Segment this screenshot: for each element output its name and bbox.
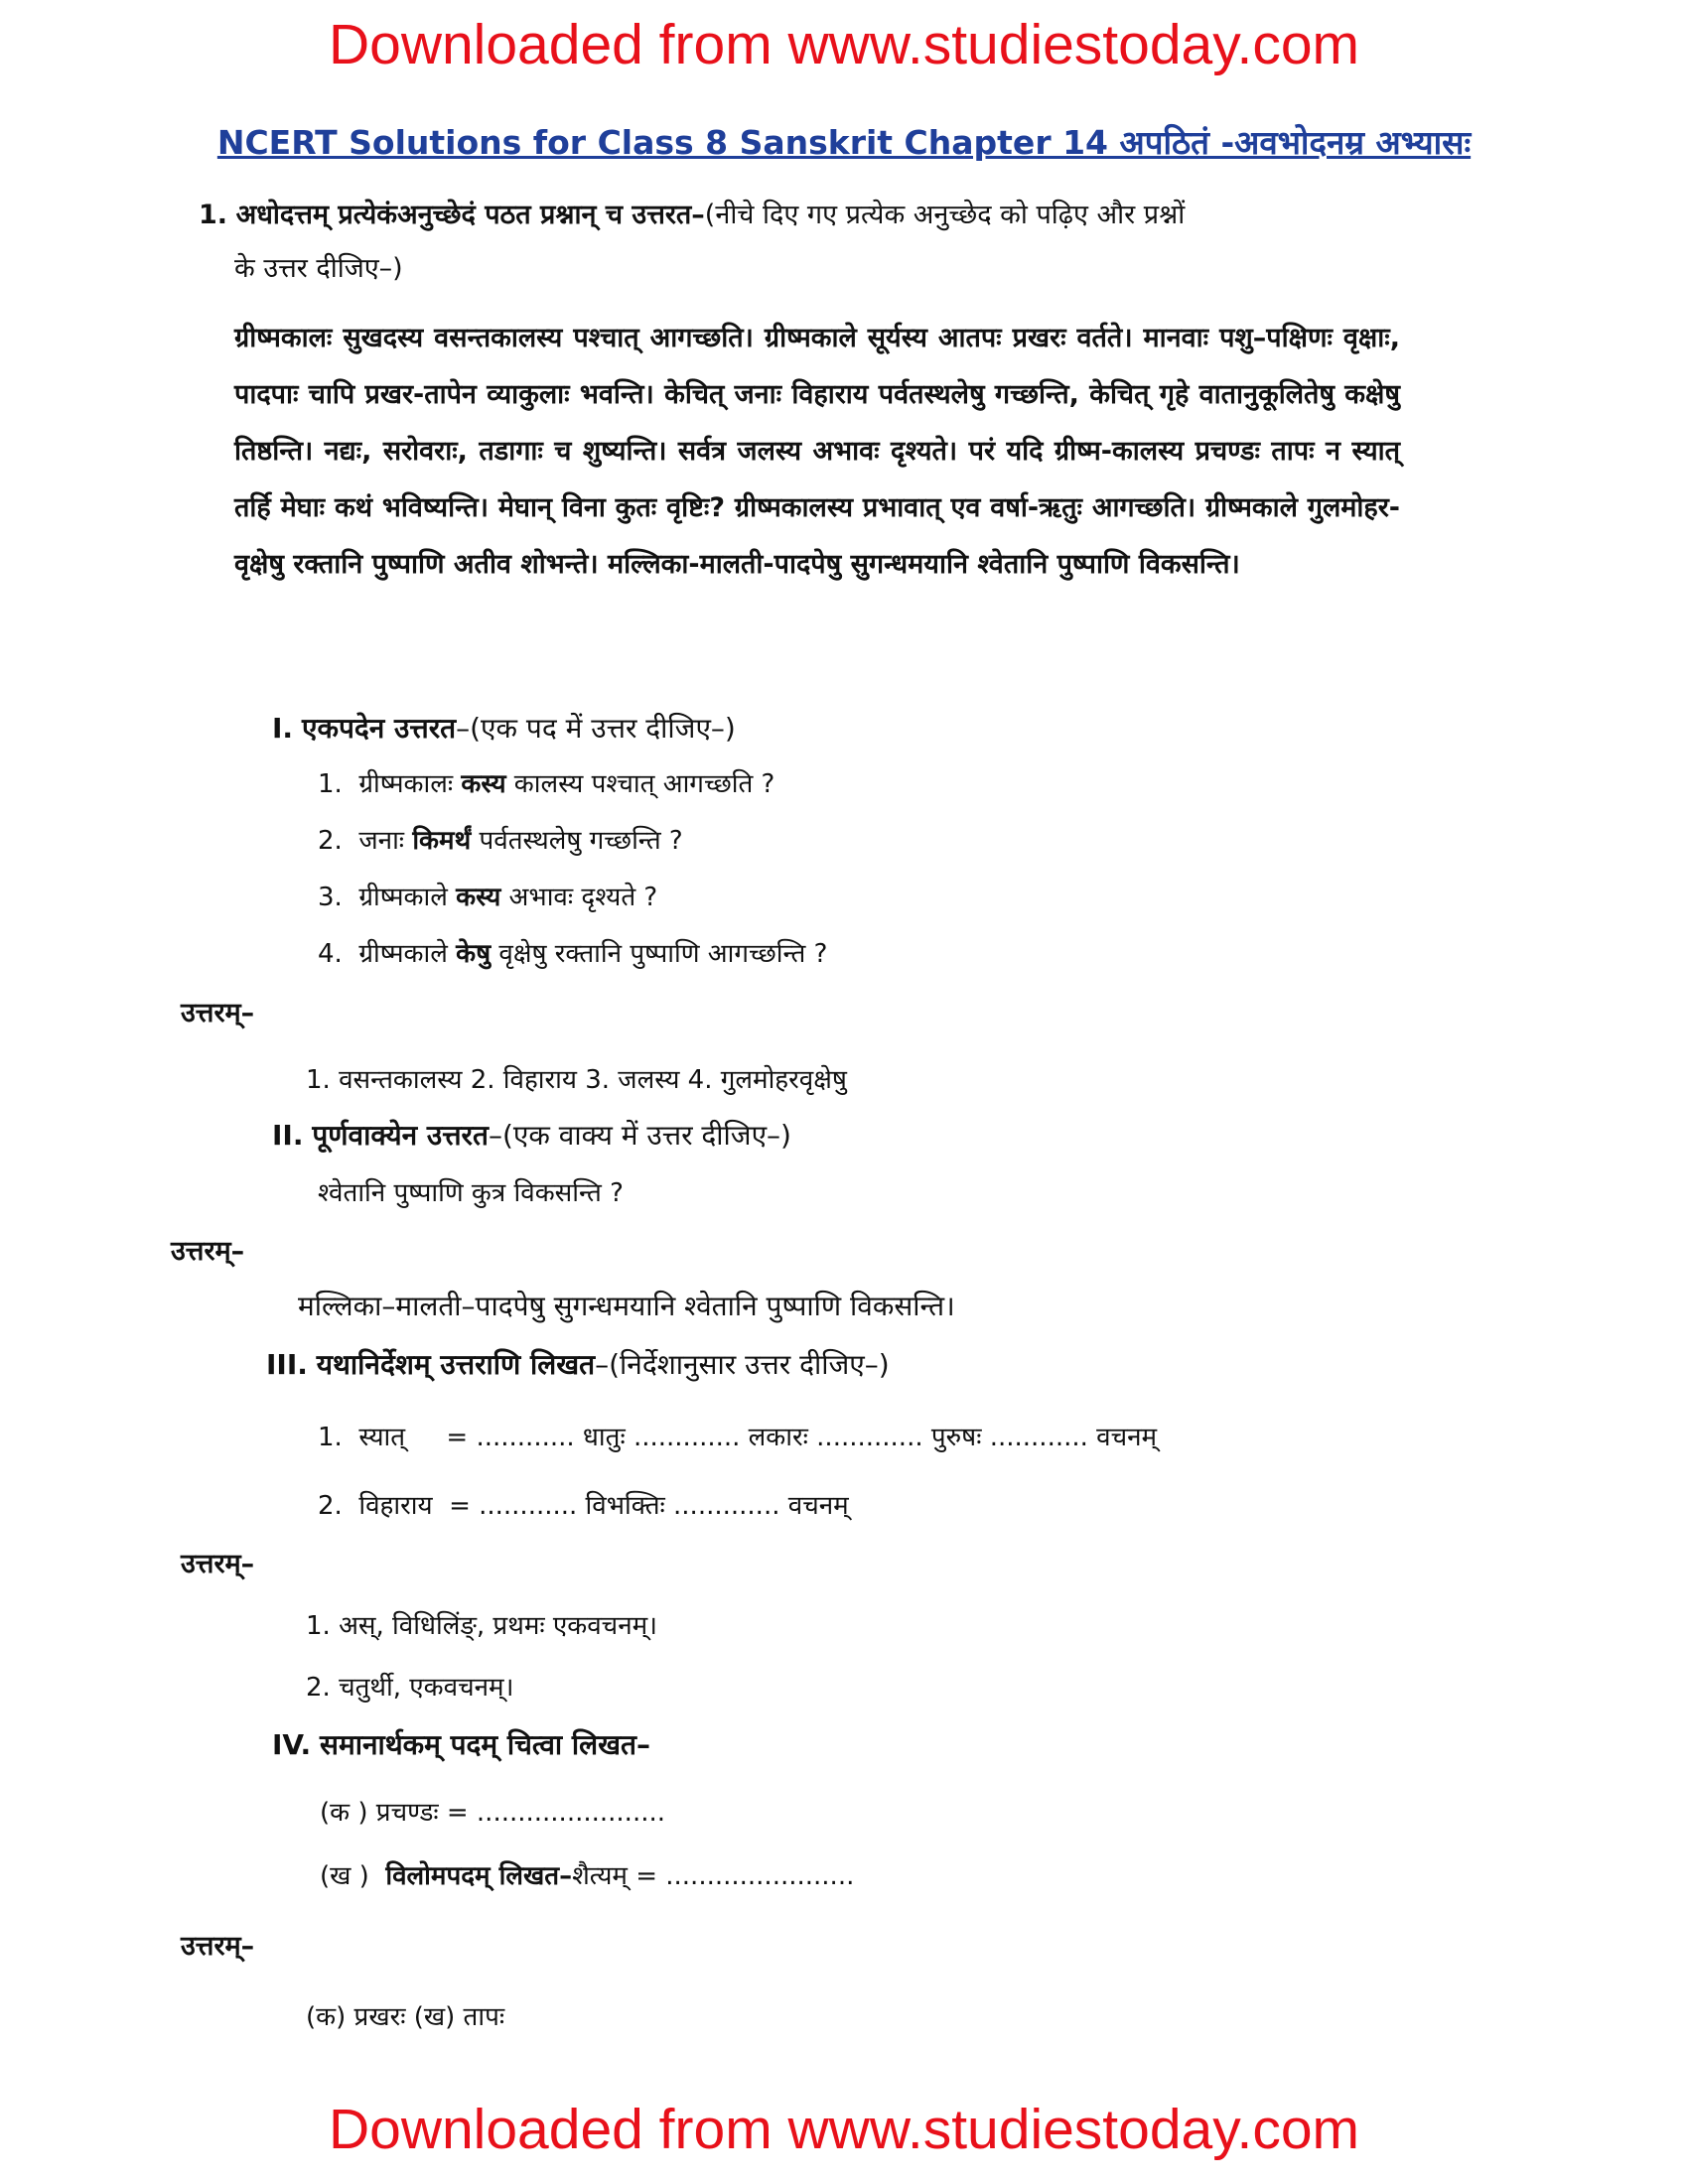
question-blanks: = ............ विभक्तिः ............. वचनम् (449, 1491, 849, 1521)
section-1-answer: 1. वसन्तकालस्य 2. विहाराय 3. जलस्य 4. गुलमोहरवृक्षेषु (306, 1065, 847, 1095)
question-heading (199, 195, 1185, 231)
section-2-answer: मल्लिका–मालती–पादपेषु सुगन्धमयानि श्वेतानि पुष्पाणि विकसन्ति। (298, 1290, 955, 1322)
question-num: 2. (318, 826, 343, 856)
section-1-question-3 (318, 878, 657, 913)
question-blanks: शैत्यम् = ....................... (572, 1861, 855, 1891)
question-post: अभावः दृश्यते ? (508, 883, 658, 912)
section-3-question-2 (318, 1486, 849, 1522)
section-3-answer-1: 1. अस्, विधिलिंङ्, प्रथमः एकवचनम्। (306, 1611, 658, 1641)
question-instruction-continued: के उत्तर दीजिए–) (234, 253, 403, 284)
section-2-numeral: II. (272, 1119, 304, 1152)
top-download-banner: Downloaded from www.studiestoday.com (328, 13, 1360, 76)
question-num: 1. (318, 1423, 343, 1452)
section-1-question-4 (318, 934, 827, 970)
section-2-heading (272, 1116, 791, 1154)
section-3-title: यथानिर्देशम् उत्तराणि लिखत (316, 1348, 596, 1381)
section-3-numeral: III. (266, 1348, 308, 1381)
question-post: पर्वतस्थलेषु गच्छन्ति ? (479, 826, 683, 856)
question-post: वृक्षेषु रक्तानि पुष्पाणि आगच्छन्ति ? (498, 939, 828, 969)
question-bold: कस्य (461, 769, 506, 799)
section-1-question-2 (318, 821, 683, 857)
question-word: स्यात् (358, 1423, 406, 1452)
page-title[interactable]: NCERT Solutions for Class 8 Sanskrit Chapter 14 अपठितं -अवभोदनम्र अभ्यासः (216, 123, 1472, 162)
question-label: (ख ) (320, 1861, 369, 1891)
answer-label-1: उत्तरम्– (181, 998, 255, 1028)
section-1-instruction: –(एक पद में उत्तर दीजिए–) (456, 712, 736, 745)
passage: ग्रीष्मकालः सुखदस्य वसन्तकालस्य पश्चात् आगच्छति। ग्रीष्मकाले सूर्यस्य आतपः प्रखरः वर्तते। मानवाः पशु–पक्षिणः वृक्षाः, पादपाः चापि प्रखर-तापेन व्याकुलाः भवन्ति। केचित् जनाः विहाराय पर्वतस्थलेषु गच्छन्ति, केचित् गृहे वातानुकूलितेषु कक्षेषु तिष्ठन्ति। नद्यः, सरोवराः, तडागाः च शुष्यन्ति। सर्वत्र जलस्य अभावः दृश्यते। परं यदि ग्रीष्म-कालस्य प्रचण्डः तापः न स्यात् तर्हि मेघाः कथं भविष्यन्ति। मेघान् विना कुतः वृष्टिः? ग्रीष्मकालस्य प्रभावात् एव वर्षा-ऋतुः आगच्छति। ग्रीष्मकाले गुलमोहर-वृक्षेषु रक्तानि पुष्पाणि अतीव शोभन्ते। मल्लिका-मालती-पादपेषु सुगन्धमयानि श्वेतानि पुष्पाणि विकसन्ति। (234, 323, 1400, 580)
section-4-answer: (क) प्रखरः (ख) तापः (306, 2002, 505, 2032)
question-instruction: (नीचे दिए गए प्रत्येक अनुच्छेद को पढ़िए और प्रश्नों (704, 200, 1186, 230)
question-pre: ग्रीष्मकाले (358, 883, 448, 912)
question-num: 3. (318, 883, 343, 912)
question-bold: विलोमपदम् लिखत– (385, 1861, 573, 1891)
answer-label-4: उत्तरम्– (181, 1931, 255, 1962)
question-bold: केषु (456, 939, 492, 969)
section-2-instruction: –(एक वाक्य में उत्तर दीजिए–) (488, 1119, 791, 1152)
question-bold: किमर्थं (412, 826, 472, 856)
section-3-question-1 (318, 1418, 1157, 1453)
section-1-numeral: I. (272, 712, 294, 745)
question-bold: कस्य (456, 883, 501, 912)
bottom-download-banner: Downloaded from www.studiestoday.com (328, 2098, 1360, 2161)
question-number: 1. (199, 200, 228, 230)
question-pre: ग्रीष्मकाले (358, 939, 448, 969)
section-4-title: समानार्थकम् पदम् चित्वा लिखत– (320, 1728, 651, 1761)
section-1-heading (272, 709, 736, 747)
section-4-numeral: IV. (272, 1728, 312, 1761)
question-heading-text: अधोदत्तम् प्रत्येकंअनुच्छेदं पठत प्रश्नान् च उत्तरत– (235, 200, 705, 230)
section-4-heading (272, 1725, 650, 1763)
section-4-question-b (320, 1856, 854, 1892)
section-1-title: एकपदेन उत्तरत (301, 712, 457, 745)
section-3-heading (266, 1345, 890, 1383)
question-word: विहाराय (358, 1491, 433, 1521)
question-pre: ग्रीष्मकालः (358, 769, 454, 799)
section-3-answer-2: 2. चतुर्थी, एकवचनम्। (306, 1673, 514, 1703)
question-post: कालस्य पश्चात् आगच्छति ? (513, 769, 775, 799)
section-1-question-1 (318, 764, 774, 800)
question-num: 1. (318, 769, 343, 799)
section-2-title: पूर्णवाक्येन उत्तरत (312, 1119, 489, 1152)
section-3-instruction: –(निर्देशानुसार उत्तर दीजिए–) (595, 1348, 890, 1381)
section-4-question-a: (क ) प्रचण्डः = ....................... (320, 1798, 666, 1828)
question-num: 2. (318, 1491, 343, 1521)
question-blanks: = ............ धातुः ............. लकारः ............. पुरुषः ............ वचनम् (446, 1423, 1158, 1452)
answer-label-3: उत्तरम्– (181, 1549, 255, 1579)
section-2-question: श्वेतानि पुष्पाणि कुत्र विकसन्ति ? (318, 1178, 624, 1208)
answer-label-2: उत्तरम्– (171, 1236, 245, 1267)
question-num: 4. (318, 939, 343, 969)
question-pre: जनाः (358, 826, 405, 856)
